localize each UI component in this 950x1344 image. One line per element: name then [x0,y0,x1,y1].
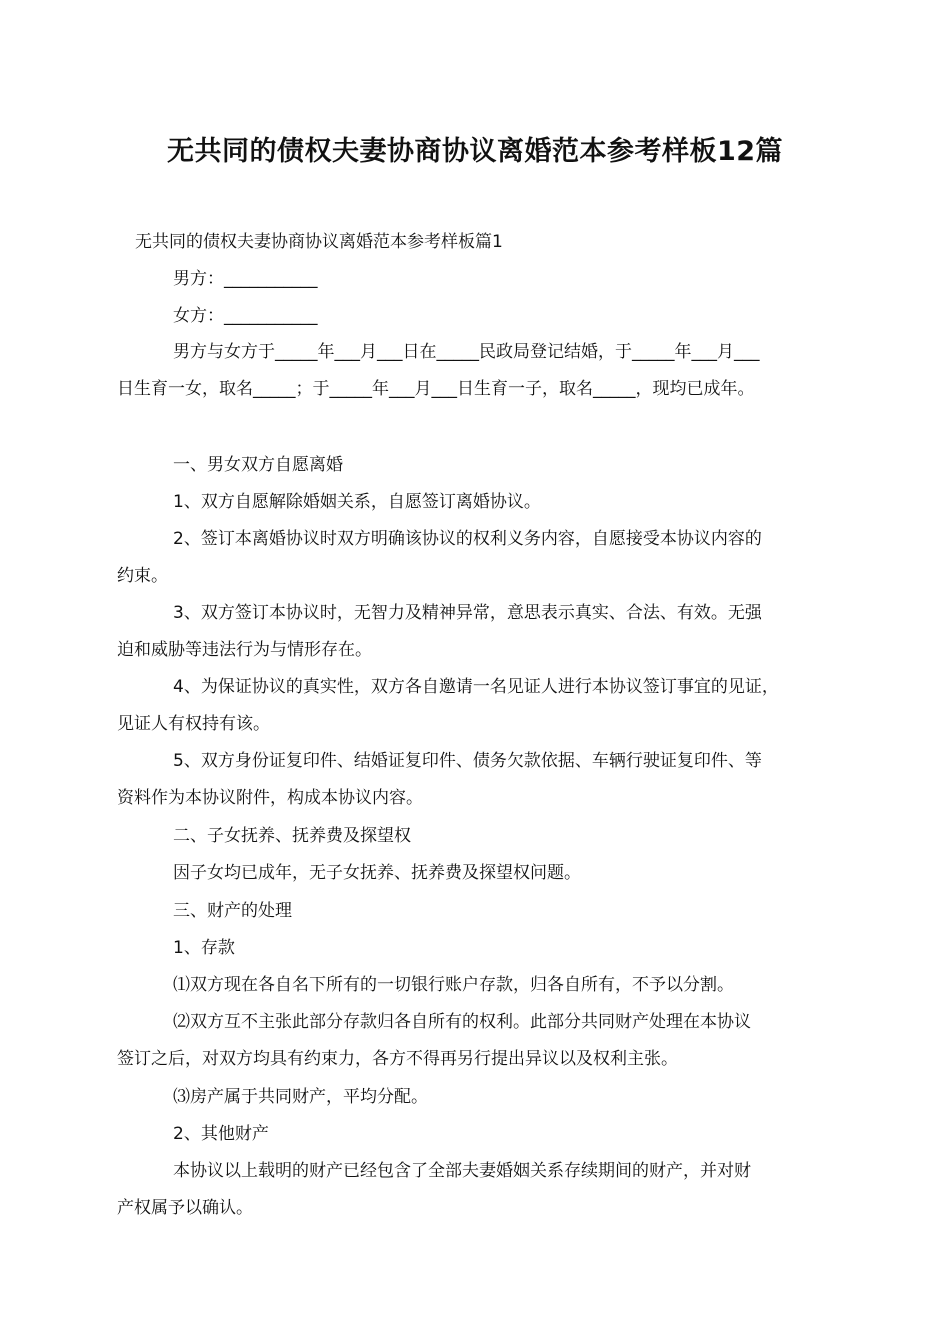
section-1-item-3-line-1: 3、双方签订本协议时，无智力及精神异常，意思表示真实、合法、有效。无强 [173,603,762,623]
section-3-sub-1-item-2-line-1: ⑵双方互不主张此部分存款归各自所有的权利。此部分共同财产处理在本协议 [173,1012,751,1032]
female-field: 女方：___________ [173,306,318,326]
section-2-text: 因子女均已成年，无子女抚养、抚养费及探望权问题。 [173,863,581,883]
marriage-info-paragraph [117,334,837,408]
section-3-sub-2-text [117,1153,837,1227]
section-3-sub-1: 1、存款 [173,938,235,958]
section-1-item-4-line-2: 见证人有权持有该。 [117,714,270,734]
section-1-item-3-line-2: 迫和威胁等违法行为与情形存在。 [117,640,372,660]
document-title: 无共同的债权夫妻协商协议离婚范本参考样板12篇 [166,136,784,167]
section-3-sub-1-item-2-line-2: 签订之后，对双方均具有约束力，各方不得再另行提出异议以及权利主张。 [117,1049,678,1069]
section-3-sub-1-item-2 [117,1004,837,1078]
section-1-item-5 [117,743,837,817]
section-2-heading: 二、子女抚养、抚养费及探望权 [173,826,411,846]
section-1-item-5-line-1: 5、双方身份证复印件、结婚证复印件、债务欠款依据、车辆行驶证复印件、等 [173,751,762,771]
male-field: 男方：___________ [173,269,318,289]
marriage-info-line-2: 日生育一女，取名_____；于_____年___月___日生育一子，取名_____，现均已成年。 [117,379,755,399]
section-3-sub-2-text-line-1: 本协议以上载明的财产已经包含了全部夫妻婚姻关系存续期间的财产，并对财 [173,1161,751,1181]
section-1-item-4 [117,669,837,743]
section-3-sub-1-item-3: ⑶房产属于共同财产，平均分配。 [173,1087,428,1107]
section-1-item-3 [117,595,837,669]
section-3-sub-1-item-1: ⑴双方现在各自名下所有的一切银行账户存款，归各自所有，不予以分割。 [173,975,734,995]
section-1-item-2-line-1: 2、签订本离婚协议时双方明确该协议的权利义务内容，自愿接受本协议内容的 [173,529,762,549]
section-1-item-4-line-1: 4、为保证协议的真实性，双方各自邀请一名见证人进行本协议签订事宜的见证， [173,677,779,697]
section-1-heading: 一、男女双方自愿离婚 [173,455,343,475]
section-1-item-1: 1、双方自愿解除婚姻关系，自愿签订离婚协议。 [173,492,541,512]
section-1-item-5-line-2: 资料作为本协议附件，构成本协议内容。 [117,788,423,808]
section-3-sub-2: 2、其他财产 [173,1124,269,1144]
document-subtitle: 无共同的债权夫妻协商协议离婚范本参考样板篇1 [135,232,503,252]
section-3-heading: 三、财产的处理 [173,901,292,921]
section-1-item-2 [117,521,837,595]
section-1-item-2-line-2: 约束。 [117,566,168,586]
section-3-sub-2-text-line-2: 产权属予以确认。 [117,1198,253,1218]
marriage-info-line-1: 男方与女方于_____年___月___日在_____民政局登记结婚，于_____年___月___ [173,342,760,362]
